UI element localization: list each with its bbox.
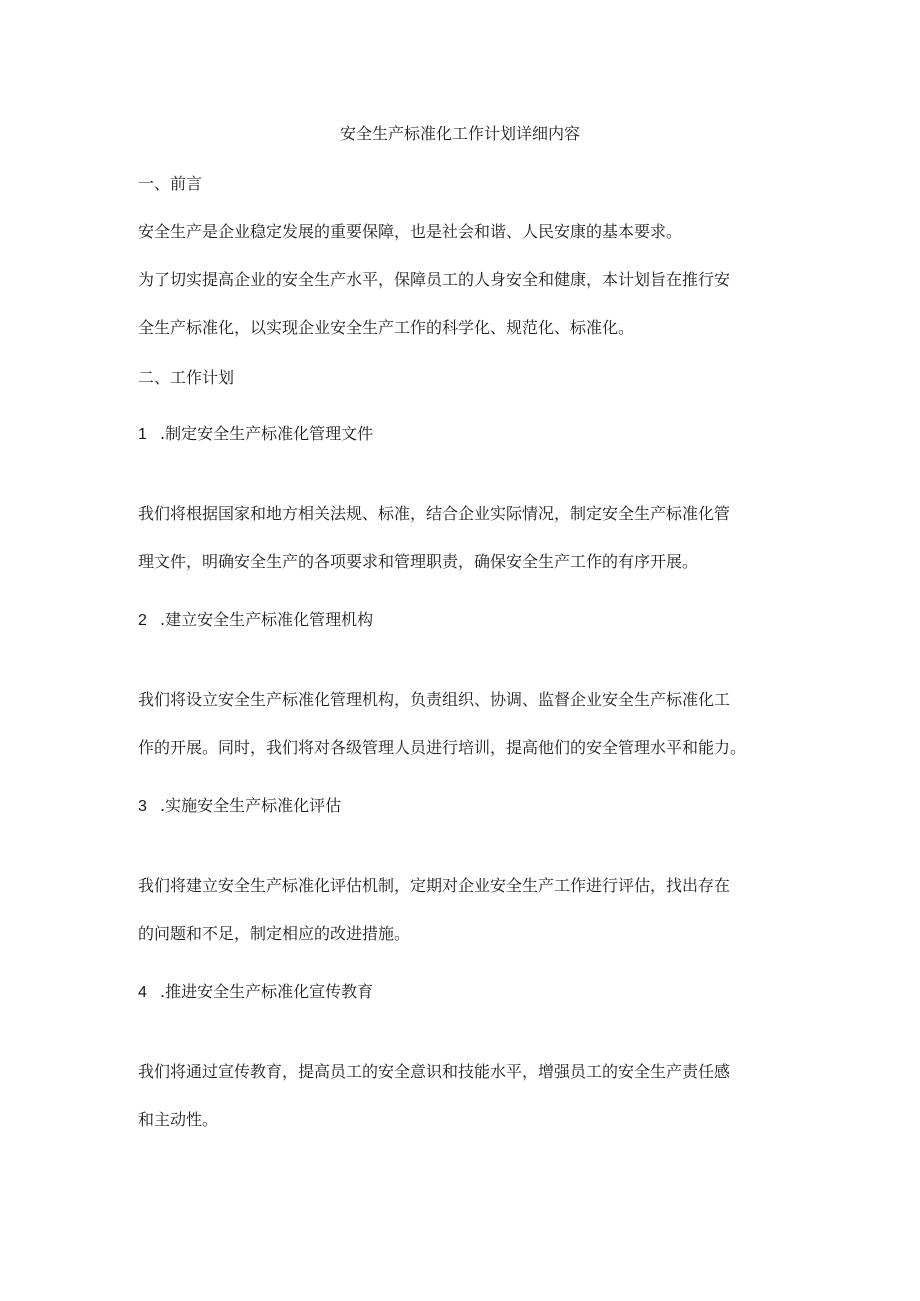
paragraph-line: 我们将设立安全生产标准化管理机构，负责组织、协调、监督企业安全生产标准化工 [138,690,731,709]
plan-item-title: .实施安全生产标准化评估 [160,796,342,815]
paragraph-line: 作的开展。同时，我们将对各级管理人员进行培训，提高他们的安全管理水平和能力。 [138,738,747,757]
paragraph-line: 安全生产是企业稳定发展的重要保障，也是社会和谐、人民安康的基本要求。 [138,222,683,241]
plan-item-number: 3 [138,798,147,815]
section-heading-preface: 一、前言 [138,174,203,193]
paragraph-line: 全生产标准化，以实现企业安全生产工作的科学化、规范化、标准化。 [138,318,635,337]
document-title: 安全生产标准化工作计划详细内容 [339,124,580,143]
paragraph-line: 和主动性。 [138,1110,219,1129]
paragraph-line: 我们将通过宣传教育，提高员工的安全意识和技能水平，增强员工的安全生产责任感 [138,1062,731,1081]
plan-item-heading [138,980,373,1005]
section-heading-work-plan: 二、工作计划 [138,368,235,387]
plan-item-title: .推进安全生产标准化宣传教育 [160,982,374,1001]
plan-item-heading [138,608,373,633]
plan-item-heading [138,422,373,447]
paragraph-line: 理文件，明确安全生产的各项要求和管理职责，确保安全生产工作的有序开展。 [138,552,699,571]
plan-item-number: 1 [138,426,147,443]
paragraph-line: 为了切实提高企业的安全生产水平，保障员工的人身安全和健康，本计划旨在推行安 [138,270,731,289]
plan-item-title: .建立安全生产标准化管理机构 [160,610,374,629]
plan-item-title: .制定安全生产标准化管理文件 [160,424,374,443]
plan-item-number: 2 [138,612,147,629]
paragraph-line: 我们将建立安全生产标准化评估机制，定期对企业安全生产工作进行评估，找出存在 [138,876,731,895]
plan-item-number: 4 [138,984,147,1001]
paragraph-line: 的问题和不足，制定相应的改进措施。 [138,924,411,943]
plan-item-heading [138,794,341,819]
paragraph-line: 我们将根据国家和地方相关法规、标准，结合企业实际情况，制定安全生产标准化管 [138,504,731,523]
